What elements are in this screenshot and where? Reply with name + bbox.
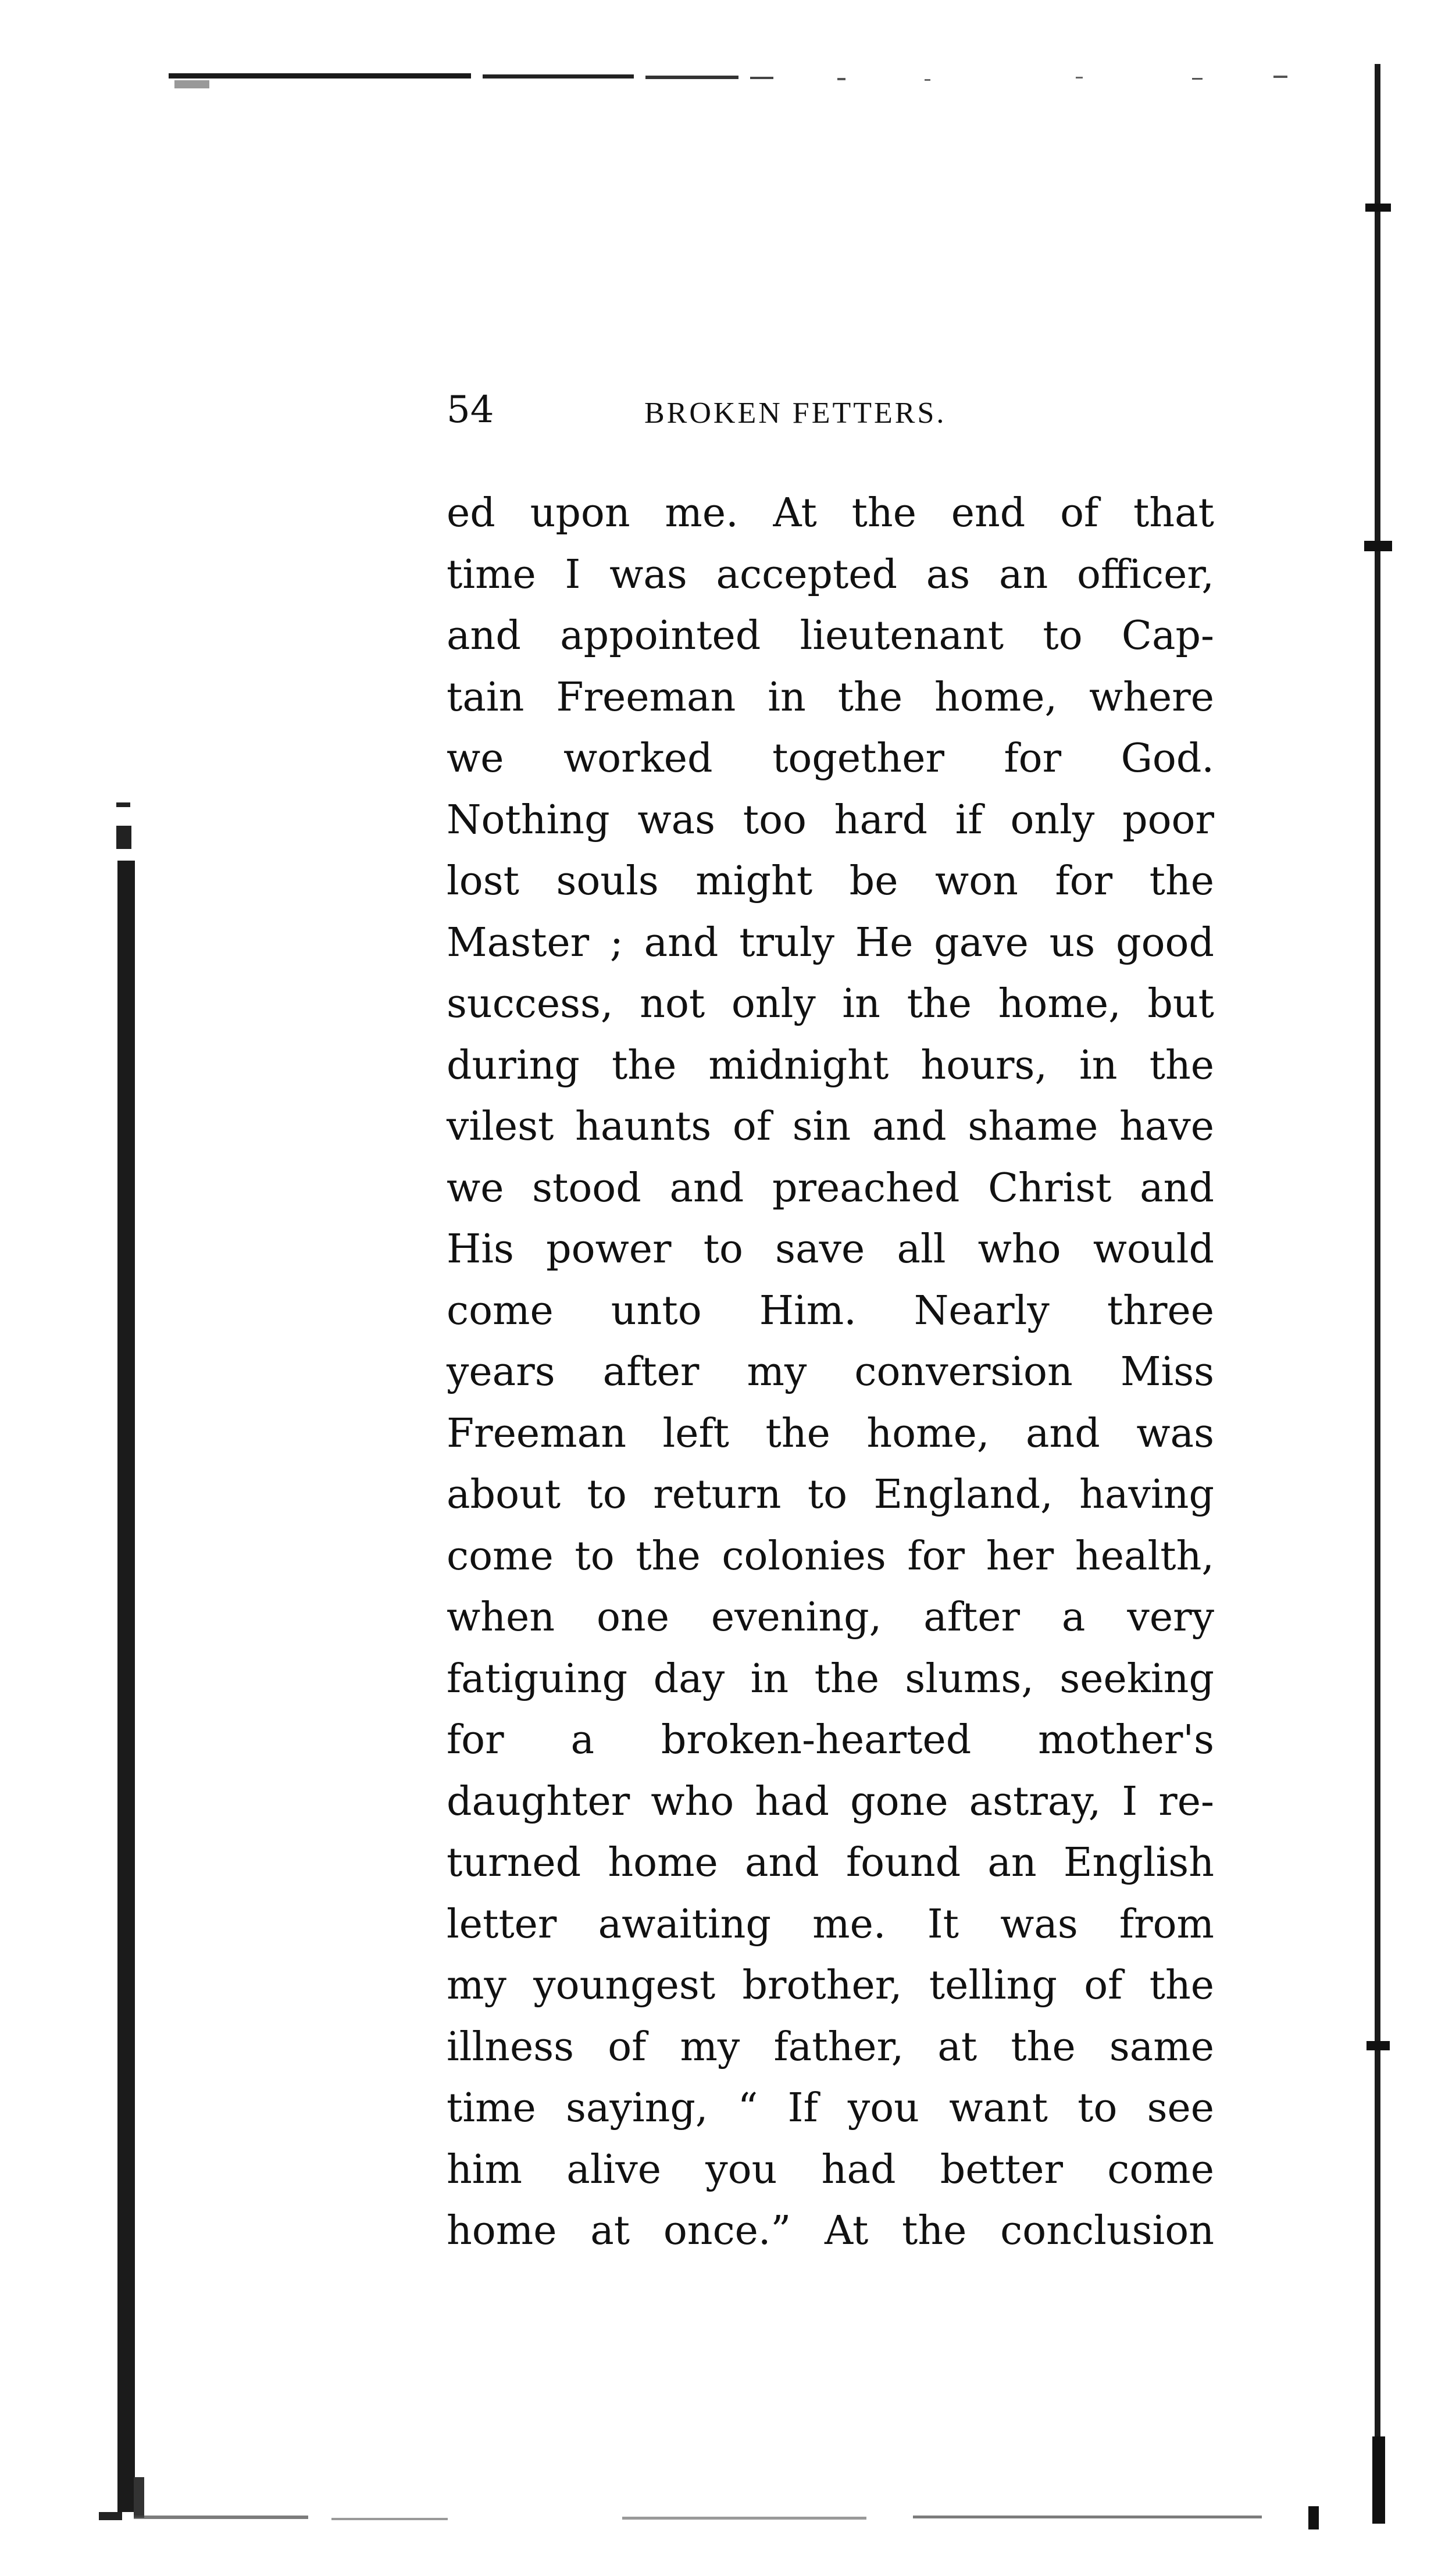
text-line: Master ; and truly He gave us good	[447, 919, 1214, 966]
scan-edge-right	[1361, 64, 1396, 2535]
text-line: tain Freeman in the home, where	[447, 674, 1214, 720]
scan-edge-top	[169, 69, 1372, 92]
text-line: Nothing was too hard if only poor	[447, 797, 1214, 843]
text-line: we worked together for God.	[447, 736, 1214, 782]
scan-edge-bottom	[99, 2500, 1378, 2535]
text-line: years after my conversion Miss	[447, 1349, 1214, 1395]
text-line: time saying, “ If you want to see	[447, 2085, 1214, 2131]
text-line: success, not only in the home, but	[447, 981, 1214, 1027]
text-line: about to return to England, having	[447, 1472, 1214, 1518]
text-line: illness of my father, at the same	[447, 2024, 1214, 2070]
text-line: come unto Him. Nearly three	[447, 1287, 1214, 1334]
text-line: we stood and preached Christ and	[447, 1165, 1214, 1211]
running-title: BROKEN FETTERS.	[644, 397, 947, 430]
page-number: 54	[447, 388, 494, 431]
text-line: daughter who had gone astray, I re-	[447, 1778, 1214, 1825]
text-line: home at once.” At the conclusion	[447, 2208, 1214, 2254]
text-line: ed upon me. At the end of that	[447, 490, 1214, 536]
body-text	[447, 483, 1214, 2262]
text-line: vilest haunts of sin and shame have	[447, 1104, 1214, 1150]
text-line: him alive you had better come	[447, 2146, 1214, 2193]
text-line: fatiguing day in the slums, seeking	[447, 1656, 1214, 1702]
scan-edge-left	[105, 802, 145, 2524]
text-line: time I was accepted as an officer,	[447, 551, 1214, 598]
text-line: when one evening, after a very	[447, 1594, 1214, 1640]
text-line: Freeman left the home, and was	[447, 1410, 1214, 1457]
text-line: His power to save all who would	[447, 1226, 1214, 1272]
running-head	[447, 384, 1214, 436]
text-line: for a broken-hearted mother's	[447, 1717, 1214, 1763]
text-line: come to the colonies for her health,	[447, 1533, 1214, 1579]
text-line: during the midnight hours, in the	[447, 1042, 1214, 1089]
text-line: lost souls might be won for the	[447, 858, 1214, 904]
text-line: letter awaiting me. It was from	[447, 1901, 1214, 1947]
text-line: my youngest brother, telling of the	[447, 1963, 1214, 2008]
text-line: turned home and found an English	[447, 1840, 1214, 1886]
text-line: and appointed lieutenant to Cap-	[447, 613, 1214, 659]
